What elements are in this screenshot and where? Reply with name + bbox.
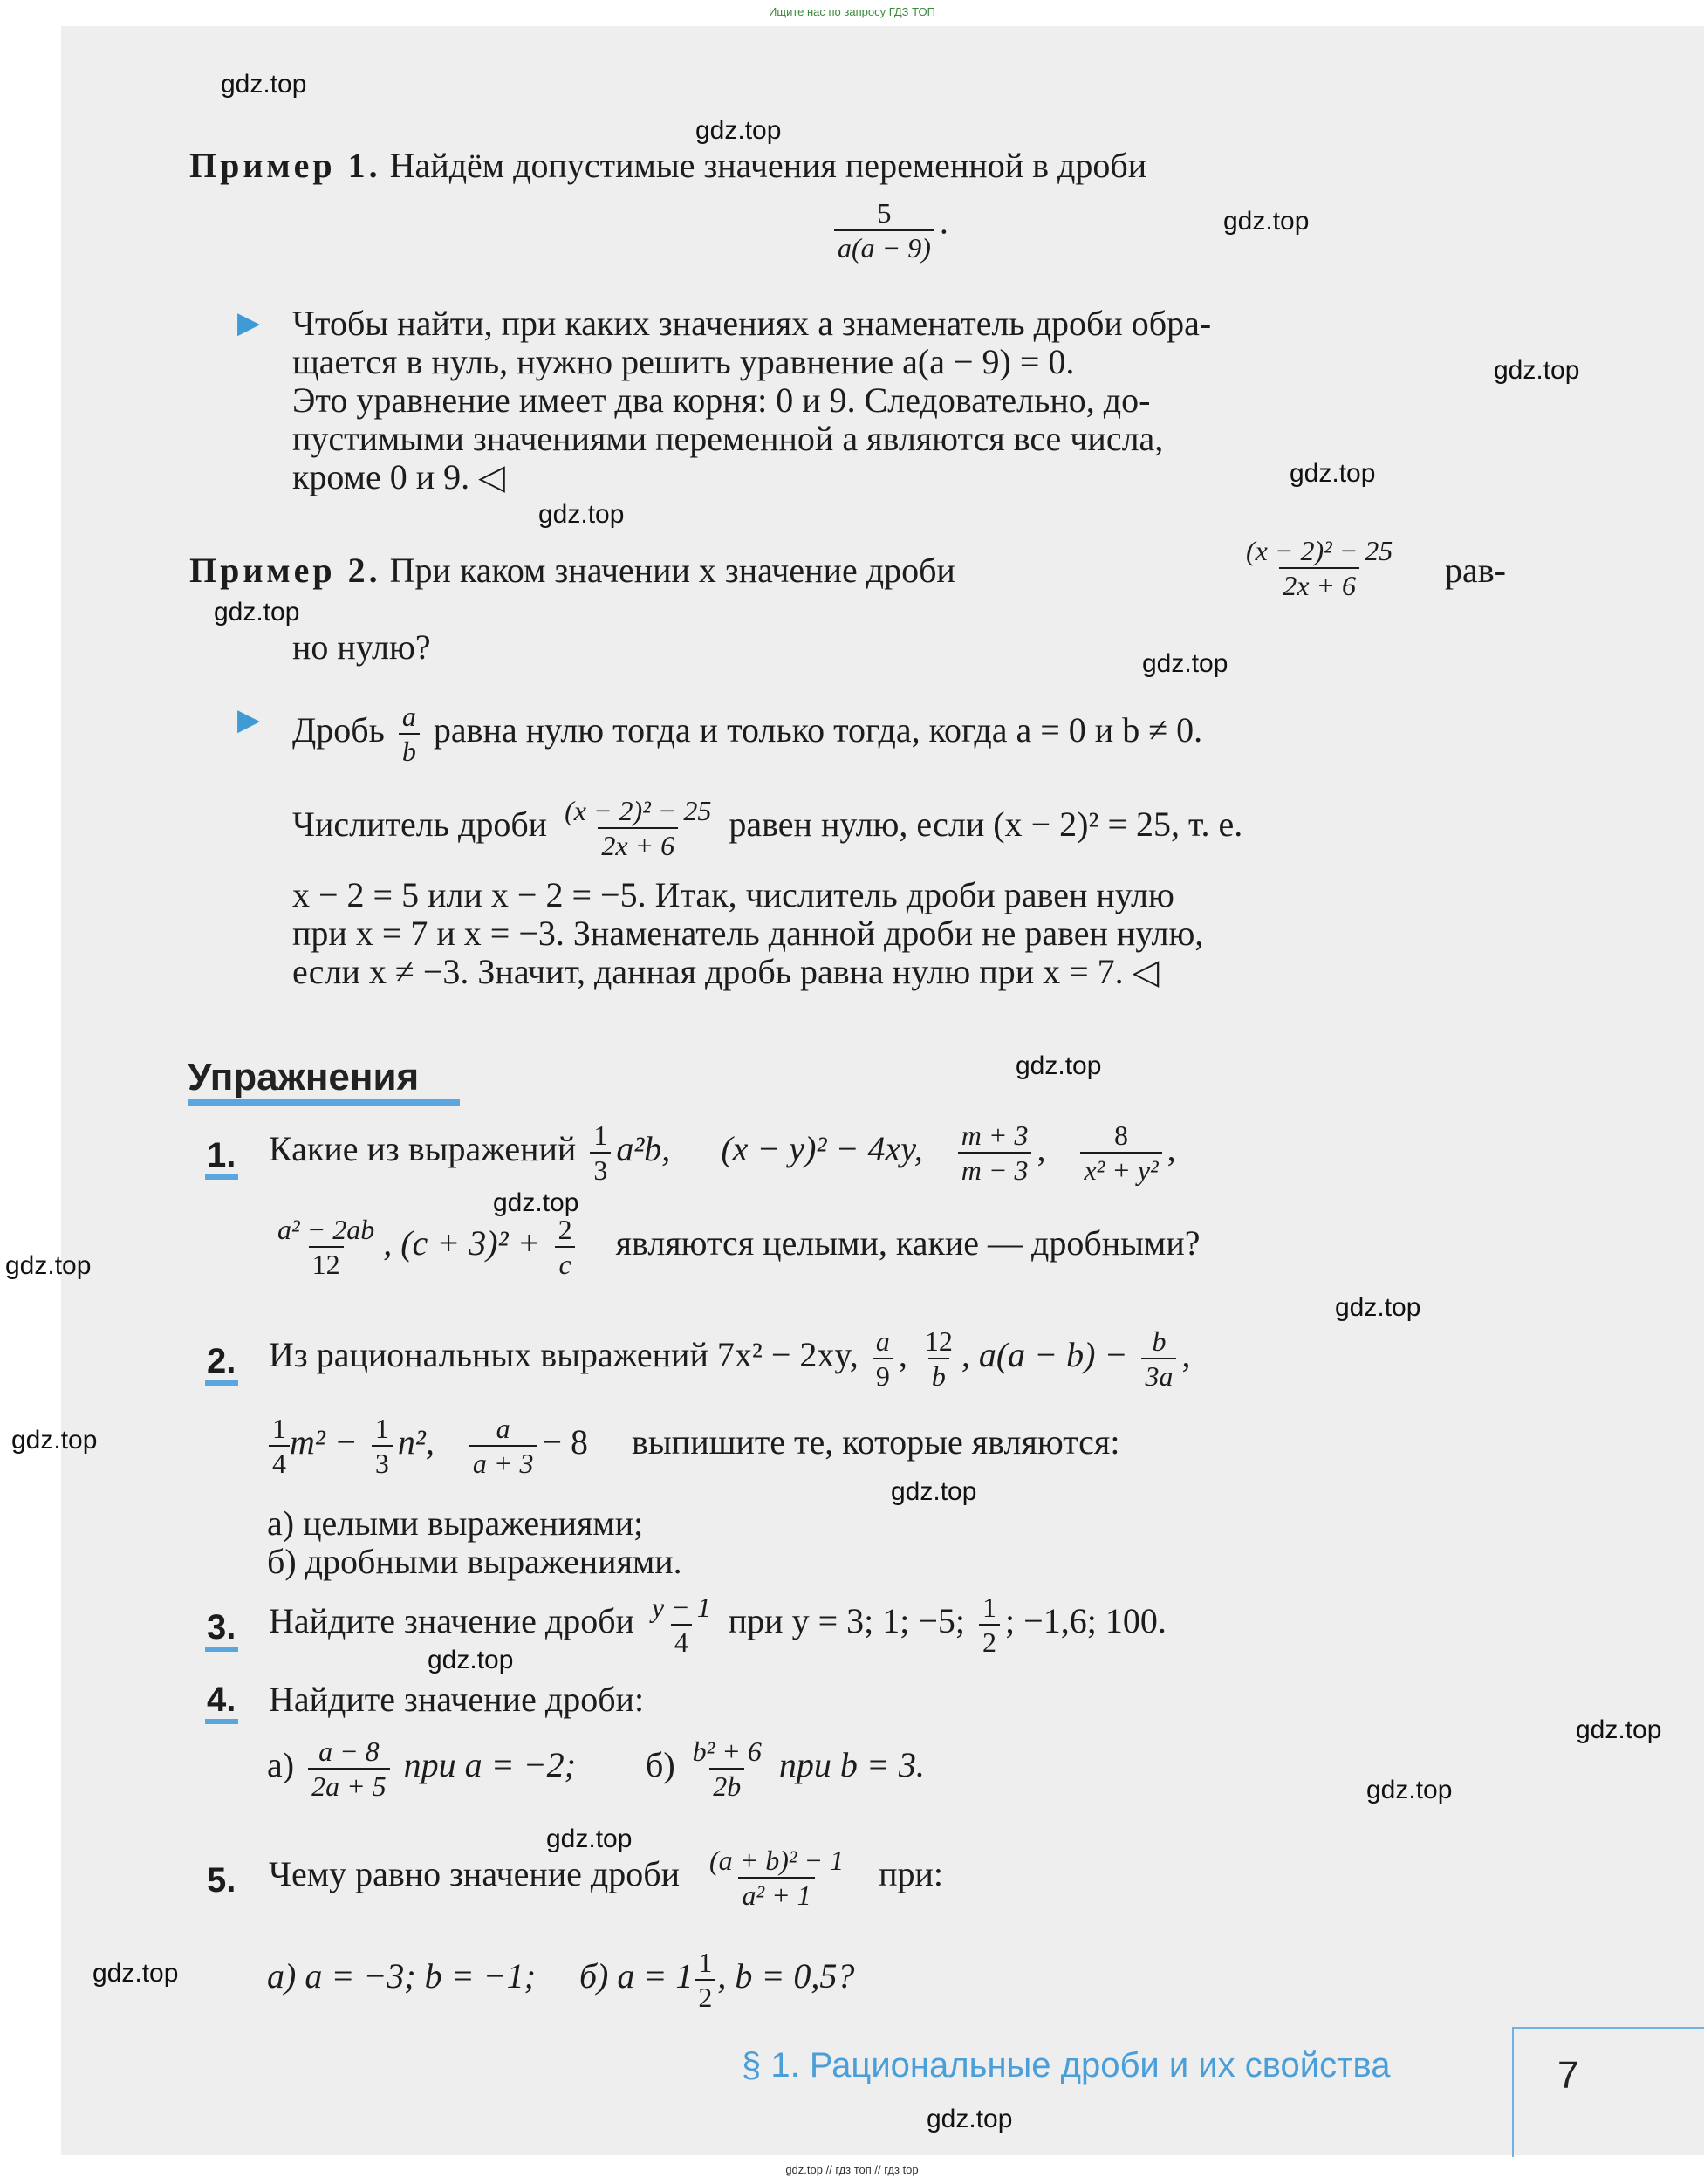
exercise-2-line1: Из рациональных выражений 7x² − 2xy, $\frac{a}{9}$ , $\frac{12}{b}$ , a(a − b) − $\frac{b}{3a}$ , <box>269 1325 1191 1392</box>
fraction-denominator: a² + 1 <box>738 1877 814 1912</box>
fraction-denominator: 3a <box>1141 1358 1176 1393</box>
watermark: gdz.top <box>1223 207 1310 236</box>
fraction-numerator: 1 <box>982 1592 997 1623</box>
fraction-numerator: 5 <box>877 197 892 229</box>
fraction-denominator: 9 <box>873 1358 893 1393</box>
watermark: gdz.top <box>695 116 782 145</box>
fraction-dot: . <box>939 202 948 242</box>
watermark: gdz.top <box>538 500 625 529</box>
fraction-numerator: y − 1 <box>651 1592 711 1623</box>
example2-line1 <box>189 551 955 590</box>
fraction-denominator: 2 <box>979 1624 1000 1659</box>
exercise-text: являются целыми, какие — дробными? <box>615 1223 1201 1263</box>
watermark: gdz.top <box>221 70 307 99</box>
fraction-numerator: b² + 6 <box>692 1736 762 1767</box>
watermark: gdz.top <box>11 1426 98 1455</box>
fraction-numerator: m + 3 <box>961 1119 1029 1151</box>
exercise-5-options <box>267 1946 854 2014</box>
fraction-denominator: x² + y² <box>1080 1152 1161 1187</box>
fraction-denominator: 3 <box>590 1152 611 1187</box>
exercise-4-options <box>267 1735 925 1803</box>
fraction-denominator: 3 <box>372 1445 393 1480</box>
page-number: 7 <box>1557 2054 1579 2097</box>
option-label: б) <box>645 1745 675 1785</box>
exercise-2-number: 2. <box>207 1342 236 1380</box>
exercise-text: , <box>1167 1129 1176 1169</box>
exercise-number-underline <box>205 1174 238 1180</box>
solution-text: равен нулю, если (x − 2)² = 25, т. е. <box>729 804 1243 845</box>
exercise-2-option-a: а) целыми выражениями; <box>267 1503 644 1543</box>
example1-line1 <box>189 147 1146 185</box>
exercise-text: Из рациональных выражений 7x² − 2xy, <box>269 1335 859 1375</box>
option-label: а) <box>267 1745 295 1785</box>
exercise-text: − 8 <box>542 1422 589 1462</box>
fraction-denominator: 2x + 6 <box>1279 567 1359 602</box>
example1-solution-3: Это уравнение имеет два корня: 0 и 9. Следовательно, до- <box>292 380 1151 420</box>
watermark: gdz.top <box>214 598 300 626</box>
exercise-1-number: 1. <box>207 1136 236 1174</box>
example2-solution-2 <box>292 794 1242 862</box>
fraction-denominator: a(a − 9) <box>834 229 934 264</box>
example2-solution-5: если x ≠ −3. Значит, данная дробь равна нулю при x = 7. ◁ <box>292 952 1160 991</box>
triangle-marker-icon: ▶ <box>237 307 261 339</box>
exercise-text: m² − <box>290 1422 358 1462</box>
watermark: gdz.top <box>428 1646 514 1674</box>
example2-label: Пример 2. <box>189 551 381 590</box>
example1-solution-1: Чтобы найти, при каких значениях a знаменатель дроби обра- <box>292 304 1212 343</box>
exercise-text: , (c + 3)² + <box>383 1223 541 1263</box>
example1-fraction <box>829 196 948 264</box>
exercise-text: Найдите значение дроби <box>269 1601 634 1641</box>
fraction-numerator: 12 <box>924 1325 953 1357</box>
watermark: gdz.top <box>546 1825 633 1853</box>
page-number-box <box>1512 2027 1704 2157</box>
fraction-denominator: m − 3 <box>958 1152 1032 1187</box>
fraction-numerator: (x − 2)² − 25 <box>565 795 712 826</box>
fraction-numerator: 2 <box>558 1214 572 1245</box>
exercise-text: при: <box>879 1854 944 1894</box>
fraction-denominator: 12 <box>309 1246 344 1281</box>
watermark: gdz.top <box>493 1188 579 1217</box>
example2-solution-4: при x = 7 и x = −3. Знаменатель данной дроби не равен нулю, <box>292 914 1204 953</box>
example1-solution-2: щается в нуль, нужно решить уравнение a(a − 9) = 0. <box>292 342 1075 381</box>
option-condition: при b = 3. <box>778 1745 925 1785</box>
fraction-numerator: a² − 2ab <box>277 1214 375 1245</box>
fraction-denominator: a + 3 <box>469 1445 537 1480</box>
fraction-numerator: 1 <box>272 1413 286 1444</box>
watermark: gdz.top <box>1366 1776 1453 1804</box>
fraction-denominator: 4 <box>671 1624 692 1659</box>
exercise-text: , <box>1037 1129 1046 1169</box>
fraction-numerator: a − 8 <box>318 1736 380 1767</box>
watermark: gdz.top <box>1016 1051 1102 1080</box>
exercise-1-line2 <box>269 1213 1201 1281</box>
fraction-denominator: 2b <box>709 1768 744 1803</box>
fraction-denominator: 2x + 6 <box>598 827 678 862</box>
fraction-numerator: 1 <box>698 1947 713 1978</box>
option-condition: при a = −2; <box>403 1745 576 1785</box>
example2-fraction <box>1237 534 1401 602</box>
watermark: gdz.top <box>92 1959 179 1988</box>
fraction-denominator: c <box>555 1246 574 1281</box>
example1-solution-5: кроме 0 и 9. ◁ <box>292 457 505 496</box>
solution-text: Дробь <box>292 710 385 750</box>
exercise-2-line2 <box>269 1412 1119 1480</box>
exercise-number-underline <box>205 1719 238 1724</box>
exercise-text: Какие из выражений <box>269 1129 577 1169</box>
exercise-text: , a(a − b) − <box>961 1335 1128 1375</box>
watermark: gdz.top <box>927 2105 1013 2133</box>
example2-text: При каком значении x значение дроби <box>389 551 955 590</box>
exercise-5-line <box>269 1844 943 1912</box>
fraction-numerator: 8 <box>1114 1119 1129 1151</box>
fraction-numerator: (a + b)² − 1 <box>709 1845 845 1876</box>
fraction-denominator: 4 <box>269 1445 290 1480</box>
fraction-denominator: b <box>928 1358 949 1393</box>
exercise-text: Чему равно значение дроби <box>269 1854 681 1894</box>
solution-text: Числитель дроби <box>292 804 548 845</box>
exercise-number-underline <box>205 1647 238 1652</box>
option-text: , b = 0,5? <box>717 1956 855 1996</box>
watermark: gdz.top <box>5 1251 92 1280</box>
example1-text: Найдём допустимые значения переменной в дроби <box>389 146 1147 185</box>
fraction-denominator: b <box>399 733 420 768</box>
exercise-4-number: 4. <box>207 1681 236 1719</box>
section-title: § 1. Рациональные дроби и их свойства <box>742 2046 1391 2085</box>
exercise-1-line1 <box>269 1119 1176 1187</box>
exercises-heading: Упражнения <box>188 1056 420 1099</box>
exercise-3-number: 3. <box>207 1608 236 1647</box>
fraction-denominator: 2 <box>695 1979 715 2014</box>
fraction-numerator: a <box>875 1325 890 1357</box>
exercise-2-option-b: б) дробными выражениями. <box>267 1542 682 1581</box>
exercise-3-line <box>269 1591 1167 1659</box>
exercise-5-number: 5. <box>207 1861 236 1900</box>
example2-solution-3: x − 2 = 5 или x − 2 = −5. Итак, числитель дроби равен нулю <box>292 875 1174 914</box>
top-link[interactable]: Ищите нас по запросу ГДЗ ТОП <box>769 5 935 18</box>
example2-solution-1 <box>292 700 1202 768</box>
watermark: gdz.top <box>1290 459 1376 488</box>
exercise-number-underline <box>205 1380 238 1386</box>
exercise-text: выпишите те, которые являются: <box>632 1422 1120 1462</box>
heading-underline <box>188 1099 460 1106</box>
solution-text: равна нулю тогда и только тогда, когда a = 0 и b ≠ 0. <box>433 710 1203 750</box>
exercise-text: n², <box>397 1422 435 1462</box>
fraction-numerator: a <box>401 701 416 732</box>
exercise-text: (x − y)² − 4xy, <box>721 1129 923 1169</box>
example2-text-end: рав- <box>1445 551 1506 590</box>
watermark: gdz.top <box>1142 649 1228 678</box>
fraction-denominator: 2a + 5 <box>308 1768 390 1803</box>
exercise-text: при y = 3; 1; −5; <box>728 1601 966 1641</box>
option-text: б) a = 1 <box>578 1956 694 1996</box>
example1-solution-4: пустимыми значениями переменной a являются все числа, <box>292 419 1164 458</box>
fraction-numerator: 1 <box>593 1119 608 1151</box>
watermark: gdz.top <box>891 1477 977 1506</box>
exercise-text: ; −1,6; 100. <box>1005 1601 1167 1641</box>
fraction-numerator: b <box>1152 1325 1167 1357</box>
option-text: а) a = −3; b = −1; <box>267 1956 536 1996</box>
watermark: gdz.top <box>1335 1293 1421 1322</box>
fraction-numerator: (x − 2)² − 25 <box>1246 535 1393 566</box>
watermark: gdz.top <box>1494 356 1580 385</box>
exercise-4-text: Найдите значение дроби: <box>269 1680 645 1719</box>
fraction-numerator: a <box>496 1413 510 1444</box>
triangle-marker-icon: ▶ <box>237 704 261 736</box>
exercise-text: a²b, <box>616 1129 671 1169</box>
example1-label: Пример 1. <box>189 146 381 185</box>
fraction-numerator: 1 <box>374 1413 389 1444</box>
bottom-link[interactable]: gdz.top // гдз топ // гдз top <box>785 2163 919 2176</box>
watermark: gdz.top <box>1576 1715 1662 1744</box>
example2-line2: но нулю? <box>292 627 431 667</box>
